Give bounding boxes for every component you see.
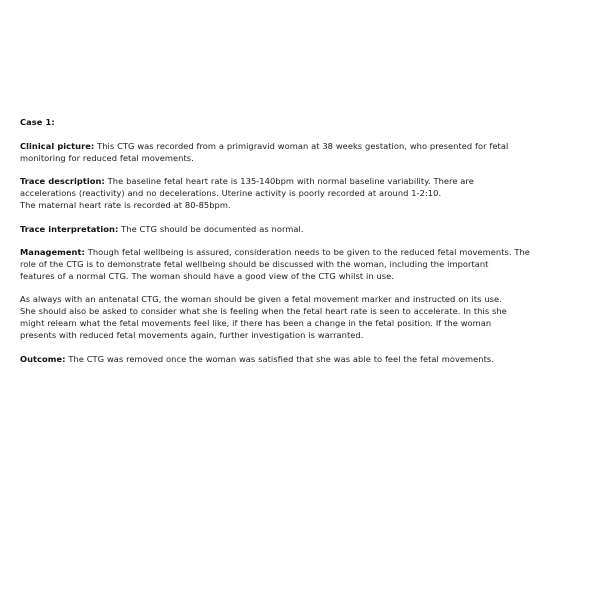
trace-description-line-3: The maternal heart rate is recorded at 80-85bpm.: [20, 200, 231, 211]
clinical-picture-line-1: This CTG was recorded from a primigravid woman at 38 weeks gestation, who presented for fetal: [94, 140, 509, 151]
management-line-3: features of a normal CTG. The woman should have a good view of the CTG whilst in use.: [20, 270, 394, 281]
outcome-line-1: The CTG was removed once the woman was satisfied that she was able to feel the fetal movements.: [65, 353, 494, 364]
case-heading: [20, 117, 582, 129]
section-clinical-picture: [20, 141, 582, 165]
spacer: [20, 129, 582, 141]
spacer: [20, 342, 582, 354]
section-antenatal-advice: [20, 294, 582, 342]
section-trace-description: [20, 176, 582, 212]
spacer: [20, 283, 582, 295]
trace-interpretation-label: Trace interpretation:: [20, 223, 119, 234]
management-line-1: Though fetal wellbeing is assured, consideration needs to be given to the reduced fetal movements. The: [84, 247, 530, 258]
spacer: [20, 165, 582, 177]
section-management: [20, 247, 582, 283]
clinical-picture-label: Clinical picture:: [20, 140, 95, 151]
trace-description-label: Trace description:: [20, 176, 105, 187]
spacer: [20, 212, 582, 224]
antenatal-advice-line-2: She should also be asked to consider what she is feeling when the fetal heart rate is seen to accelerate. In this she: [20, 306, 507, 317]
trace-description-line-2: accelerations (reactivity) and no decelerations. Uterine activity is poorly recorded at around 1-2:10.: [20, 188, 442, 199]
case-heading-label: Case 1:: [20, 117, 55, 127]
section-outcome: [20, 354, 582, 366]
antenatal-advice-line-4: presents with reduced fetal movements again, further investigation is warranted.: [20, 330, 364, 341]
trace-description-line-1: The baseline fetal heart rate is 135-140bpm with normal baseline variability. There are: [104, 176, 474, 187]
trace-interpretation-line-1: The CTG should be documented as normal.: [118, 223, 304, 234]
antenatal-advice-line-1: As always with an antenatal CTG, the woman should be given a fetal movement marker and instructed on its use.: [20, 294, 502, 305]
section-trace-interpretation: [20, 224, 582, 236]
management-line-2: role of the CTG is to demonstrate fetal wellbeing should be discussed with the woman, including the important: [20, 258, 489, 269]
antenatal-advice-line-3: might relearn what the fetal movements feel like, if there has been a change in the fetal position. If the woman: [20, 318, 492, 329]
spacer: [20, 235, 582, 247]
outcome-label: Outcome:: [20, 353, 66, 364]
clinical-picture-line-2: monitoring for reduced fetal movements.: [20, 152, 194, 163]
document-body: [20, 117, 582, 365]
management-label: Management:: [20, 247, 85, 258]
